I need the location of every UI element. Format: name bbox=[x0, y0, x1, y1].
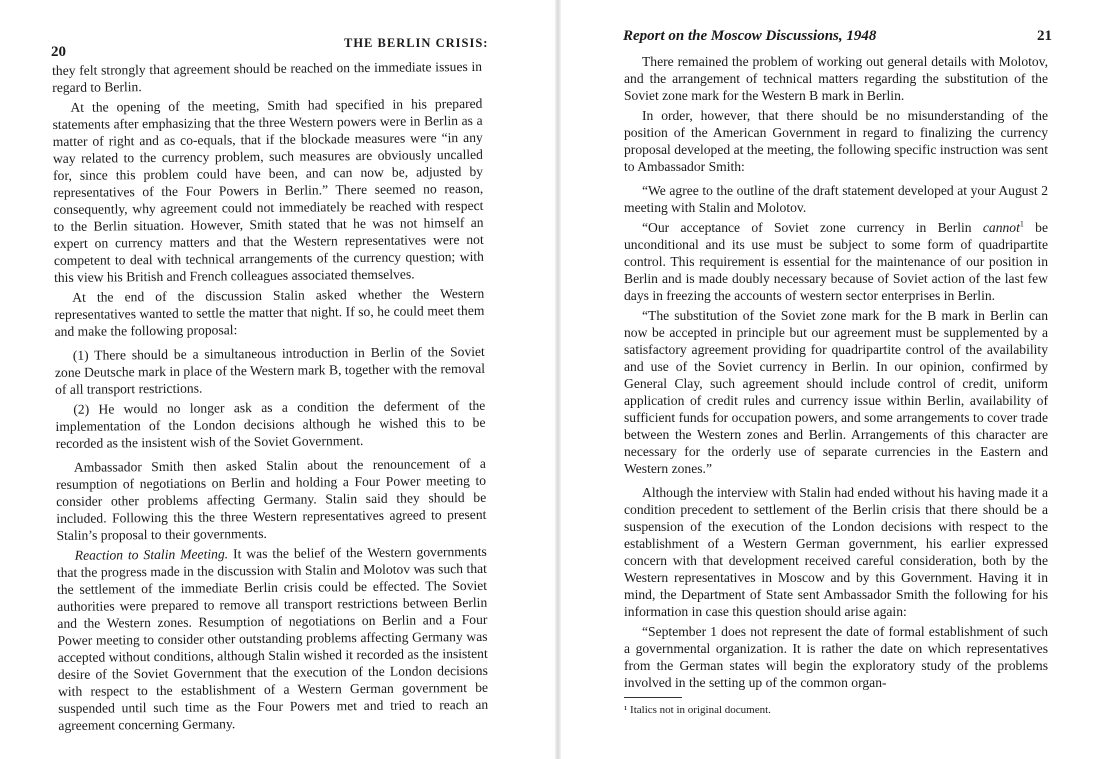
quote-paragraph: “The substitution of the Soviet zone mark for the B mark in Berlin can now be accepted in principle but our agreement must be supplemented by a satisfactory agreement providing for quadripartite control of the availability and use of the Soviet currency in Berlin. In our opinion, confirmed by General Clay, such agreement should include control of credit, uniform application of credit rules and currency issue within Berlin, availability of sufficient funds for occupation powers, and some arrangements to cover trade between the Western zones and Berlin. Arrangements of this character are necessary for the orderly use of separate currencies in the Eastern and Western zones.” bbox=[624, 308, 1048, 476]
quote-paragraph: “September 1 does not represent the date of formal establishment of such a governmental organization. It is rather the date on which representatives from the German states will begin the exploratory study of the problems involved in the setting up of the common organ- bbox=[624, 624, 1048, 690]
footnote-marker: 1 bbox=[1019, 219, 1024, 229]
paragraph: Although the interview with Stalin had ended without his having made it a condition precedent to settlement of the Berlin crisis that there should be a suspension of the execution of the London decisions with respect to the establishment of a Western German government, his earlier expressed concern with that development received careful consideration, both by the Western representatives in Moscow and by this Government. Having it in mind, the Department of State sent Ambassador Smith the following for his information in case this question should arise again: bbox=[624, 485, 1048, 619]
section-heading: Reaction to Stalin Meeting. bbox=[74, 546, 229, 563]
paragraph: At the end of the discussion Stalin asked whether the Western representatives wanted to settle the matter that night. If so, he could meet them and make the following proposal: bbox=[54, 285, 485, 339]
quote-text: “Our acceptance of Soviet zone currency in Berlin bbox=[642, 220, 983, 235]
running-head: Report on the Moscow Discussions, 1948 bbox=[623, 28, 877, 44]
page-body bbox=[624, 53, 1048, 694]
section-text: It was the belief of the Western governments that the progress made in the discussion with Stalin and Molotov was such that the settlement of the immediate Berlin crisis could be effected. The Soviet authorities were prepared to remove all transport restrictions between Berlin and the Western zones. Resumption of negotiations on Berlin and a Four Power meeting to consider other outstanding problems affecting Germany was accepted without conditions, although Stalin wished it recorded as the insistent desire of the Soviet Government that the execution of the London decisions with respect to the establishment of a Western German government be suspended until such time as the Four Powers met and tried to reach an agreement concerning Germany. bbox=[56, 543, 489, 733]
footnote: ¹ Italics not in original document. bbox=[624, 704, 771, 716]
running-head: THE BERLIN CRISIS: bbox=[344, 36, 489, 50]
list-item: (1) There should be a simultaneous introduction in Berlin of the Soviet zone Deutsche mark in place of the Western mark B, together with the removal of all transport restrictions. bbox=[54, 343, 486, 397]
section-paragraph bbox=[57, 543, 489, 734]
quote-text: be unconditional and its use must be subject to some form of quadripartite control. This requirement is essential for the maintenance of our position in Berlin and is made doubly necessary because of Soviet action of the last few days in freezing the accounts of western sector enterprises in Berlin. bbox=[624, 220, 1048, 303]
page-body bbox=[52, 58, 488, 737]
paragraph: Ambassador Smith then asked Stalin about the renouncement of a resumption of negotiations on Berlin and holding a Four Power meeting to consider other problems affecting Germany. Stalin said they should be included. Following this the three Western representatives agreed to present Stalin’s proposal to their governments. bbox=[55, 455, 487, 543]
paragraph: There remained the problem of working out general details with Molotov, and the arrangement of technical matters regarding the substitution of the Soviet zone mark for the Western B mark in Berlin. bbox=[624, 54, 1048, 103]
page-number: 20 bbox=[51, 44, 66, 60]
emphasis: cannot bbox=[982, 220, 1020, 235]
left-page bbox=[0, 0, 555, 759]
quote-paragraph bbox=[624, 219, 1048, 304]
paragraph: At the opening of the meeting, Smith had specified in his prepared statements after emphasizing that the three Western powers were in Berlin as a matter of right and as co-equals, that if the blockade measures were “in any way related to the currency problem, such measures are obviously uncalled for, since this problem could have been, and can now be, adjusted by representatives of the Four Powers in Berlin.” There seemed no reason, consequently, why agreement could not immediately be reached with respect to the Berlin situation. However, Smith stated that he was not himself an expert on currency matters and that the Western representatives were not competent to deal with technical arrangements of the currency question; with this view his British and French colleagues associated themselves. bbox=[52, 95, 484, 285]
page-number: 21 bbox=[1037, 28, 1052, 44]
footnote-rule bbox=[624, 697, 682, 698]
list-item: (2) He would no longer ask as a condition the deferment of the implementation of the London decisions although he wished this to be recorded as the insistent wish of the Soviet Government. bbox=[55, 397, 486, 451]
paragraph: they felt strongly that agreement should be reached on the immediate issues in regard to Berlin. bbox=[52, 58, 483, 95]
quote-paragraph: “We agree to the outline of the draft statement developed at your August 2 meeting with Stalin and Molotov. bbox=[624, 183, 1048, 215]
right-page bbox=[561, 0, 1113, 759]
paragraph: In order, however, that there should be no misunderstanding of the position of the American Government in regard to finalizing the currency proposal developed at the meeting, the following specific instruction was sent to Ambassador Smith: bbox=[624, 108, 1048, 174]
